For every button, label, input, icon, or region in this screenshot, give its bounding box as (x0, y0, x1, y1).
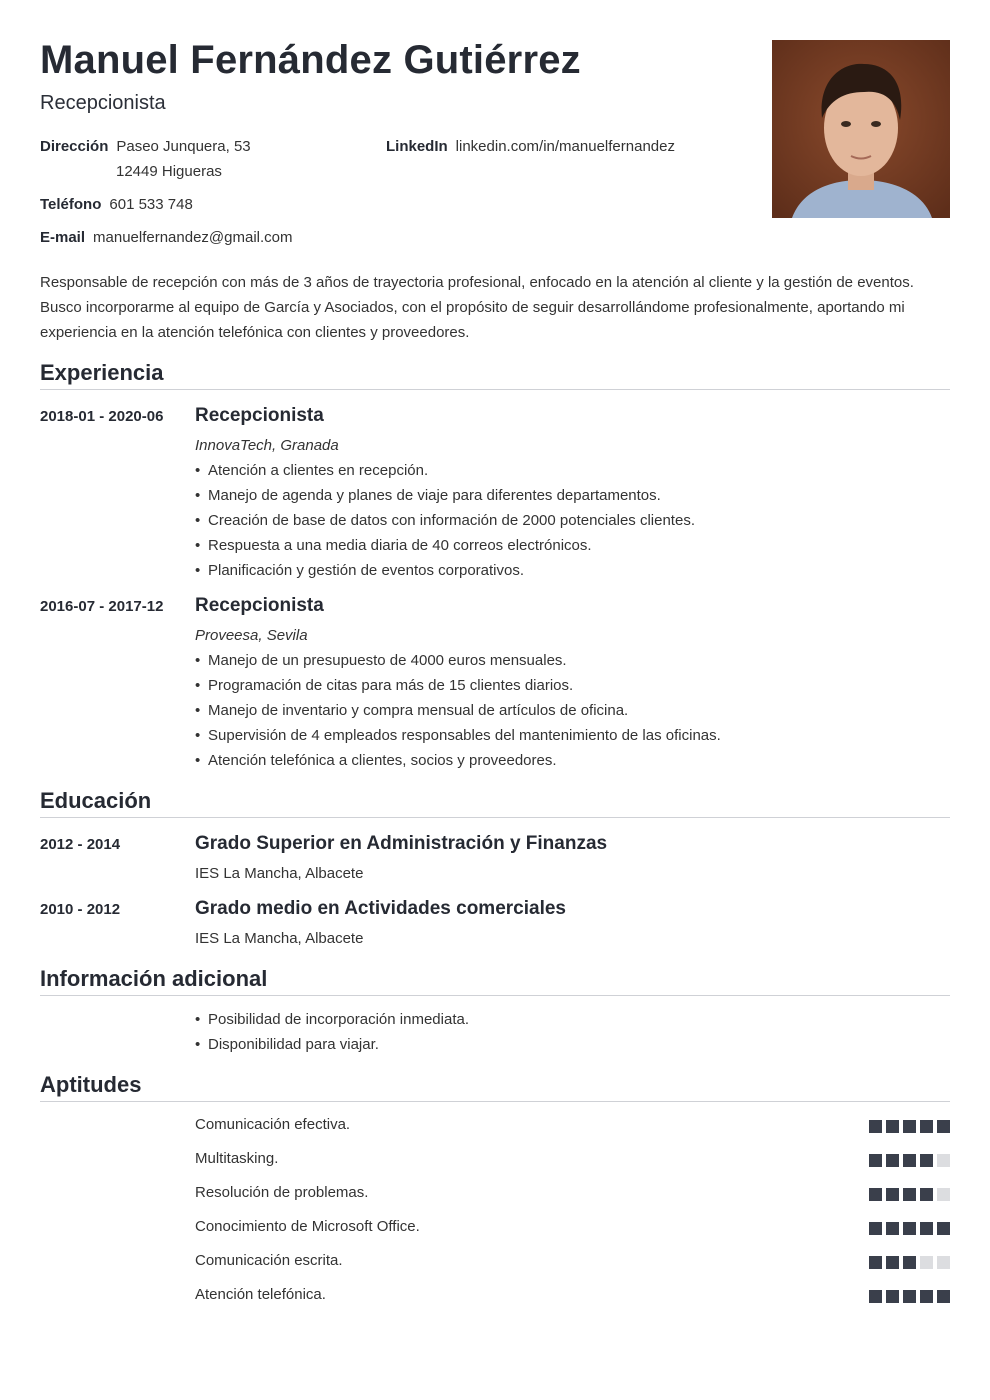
additional-info-list (195, 1007, 469, 1057)
level-dot-filled (886, 1120, 899, 1133)
linkedin-block (386, 134, 675, 159)
address-label: Dirección (40, 138, 109, 155)
list-item: • Posibilidad de incorporación inmediata. (195, 1007, 469, 1032)
level-dot-filled (920, 1154, 933, 1167)
address-line1: Paseo Junquera, 53 (116, 138, 251, 155)
list-item: • Supervisión de 4 empleados responsables del mantenimiento de las oficinas. (195, 723, 721, 748)
job-dates: 2016-07 - 2017-12 (40, 598, 164, 615)
phone-block (40, 192, 193, 217)
list-item: • Programación de citas para más de 15 clientes diarios. (195, 673, 721, 698)
list-item: • Atención a clientes en recepción. (195, 458, 695, 483)
skill-row (195, 1150, 950, 1170)
skill-name: Conocimiento de Microsoft Office. (195, 1218, 420, 1235)
job-title: Recepcionista (195, 405, 324, 426)
skill-row (195, 1252, 950, 1272)
level-dot-filled (937, 1290, 950, 1303)
level-dot-empty (937, 1154, 950, 1167)
skill-row (195, 1286, 950, 1306)
level-dot-filled (869, 1222, 882, 1235)
email-link[interactable]: manuelfernandez@gmail.com (93, 229, 293, 246)
skill-level-rating (865, 1120, 950, 1133)
skill-name: Multitasking. (195, 1150, 279, 1167)
level-dot-empty (920, 1256, 933, 1269)
list-item: • Creación de base de datos con información de 2000 potenciales clientes. (195, 508, 695, 533)
level-dot-filled (886, 1188, 899, 1201)
linkedin-label: LinkedIn (386, 138, 448, 155)
job-bullets (195, 648, 721, 773)
linkedin-link[interactable]: linkedin.com/in/manuelfernandez (455, 138, 675, 155)
skill-name: Comunicación efectiva. (195, 1116, 351, 1133)
level-dot-filled (937, 1120, 950, 1133)
list-item: • Atención telefónica a clientes, socios y proveedores. (195, 748, 721, 773)
email-label: E-mail (40, 229, 86, 246)
skill-level-rating (865, 1256, 950, 1269)
candidate-name: Manuel Fernández Gutiérrez (40, 38, 581, 82)
level-dot-filled (920, 1290, 933, 1303)
list-item: • Manejo de un presupuesto de 4000 euros mensuales. (195, 648, 721, 673)
email-block (40, 225, 293, 250)
address-block (40, 134, 251, 184)
section-experience: Experiencia (40, 360, 950, 390)
level-dot-filled (869, 1120, 882, 1133)
list-item: • Manejo de agenda y planes de viaje para diferentes departamentos. (195, 483, 695, 508)
skill-name: Atención telefónica. (195, 1286, 326, 1303)
skill-row (195, 1184, 950, 1204)
level-dot-filled (903, 1290, 916, 1303)
skill-level-rating (865, 1188, 950, 1201)
job-dates: 2018-01 - 2020-06 (40, 408, 164, 425)
section-education: Educación (40, 788, 950, 818)
level-dot-filled (920, 1188, 933, 1201)
education-school: IES La Mancha, Albacete (195, 930, 364, 947)
level-dot-filled (937, 1222, 950, 1235)
level-dot-filled (869, 1154, 882, 1167)
level-dot-filled (886, 1222, 899, 1235)
section-additional-info: Información adicional (40, 966, 950, 996)
phone-value: 601 533 748 (109, 196, 193, 213)
level-dot-empty (937, 1188, 950, 1201)
level-dot-filled (886, 1154, 899, 1167)
skill-name: Comunicación escrita. (195, 1252, 343, 1269)
level-dot-filled (869, 1290, 882, 1303)
profile-summary: Responsable de recepción con más de 3 años de trayectoria profesional, enfocado en la atención al cliente y la gestión de eventos. Busco incorporarme al equipo de García y Asociados, con el propósito de seguir desarrollándome profesionalmente, aportando mi experiencia en la atención telefónica con clientes y proveedores. (40, 274, 914, 341)
level-dot-filled (869, 1256, 882, 1269)
phone-label: Teléfono (40, 196, 102, 213)
level-dot-empty (937, 1256, 950, 1269)
list-item: • Planificación y gestión de eventos corporativos. (195, 558, 695, 583)
education-degree: Grado medio en Actividades comerciales (195, 898, 566, 919)
job-title: Recepcionista (195, 595, 324, 616)
level-dot-filled (886, 1256, 899, 1269)
job-company: InnovaTech, Granada (195, 437, 339, 454)
level-dot-filled (886, 1290, 899, 1303)
list-item: • Manejo de inventario y compra mensual de artículos de oficina. (195, 698, 721, 723)
level-dot-filled (903, 1256, 916, 1269)
level-dot-filled (869, 1188, 882, 1201)
skill-level-rating (865, 1154, 950, 1167)
level-dot-filled (903, 1154, 916, 1167)
skill-name: Resolución de problemas. (195, 1184, 369, 1201)
job-company: Proveesa, Sevila (195, 627, 308, 644)
level-dot-filled (903, 1120, 916, 1133)
candidate-title: Recepcionista (40, 92, 166, 114)
education-school: IES La Mancha, Albacete (195, 865, 364, 882)
profile-photo (772, 40, 950, 218)
list-item: • Respuesta a una media diaria de 40 correos electrónicos. (195, 533, 695, 558)
level-dot-filled (920, 1120, 933, 1133)
skill-row (195, 1116, 950, 1136)
skill-level-rating (865, 1290, 950, 1303)
skill-row (195, 1218, 950, 1238)
skill-level-rating (865, 1222, 950, 1235)
education-degree: Grado Superior en Administración y Finanzas (195, 833, 608, 854)
level-dot-filled (903, 1188, 916, 1201)
address-line2: 12449 Higueras (116, 163, 222, 180)
list-item: • Disponibilidad para viajar. (195, 1032, 469, 1057)
level-dot-filled (920, 1222, 933, 1235)
education-dates: 2010 - 2012 (40, 901, 121, 918)
job-bullets (195, 458, 695, 583)
section-skills: Aptitudes (40, 1072, 950, 1102)
level-dot-filled (903, 1222, 916, 1235)
education-dates: 2012 - 2014 (40, 836, 121, 853)
